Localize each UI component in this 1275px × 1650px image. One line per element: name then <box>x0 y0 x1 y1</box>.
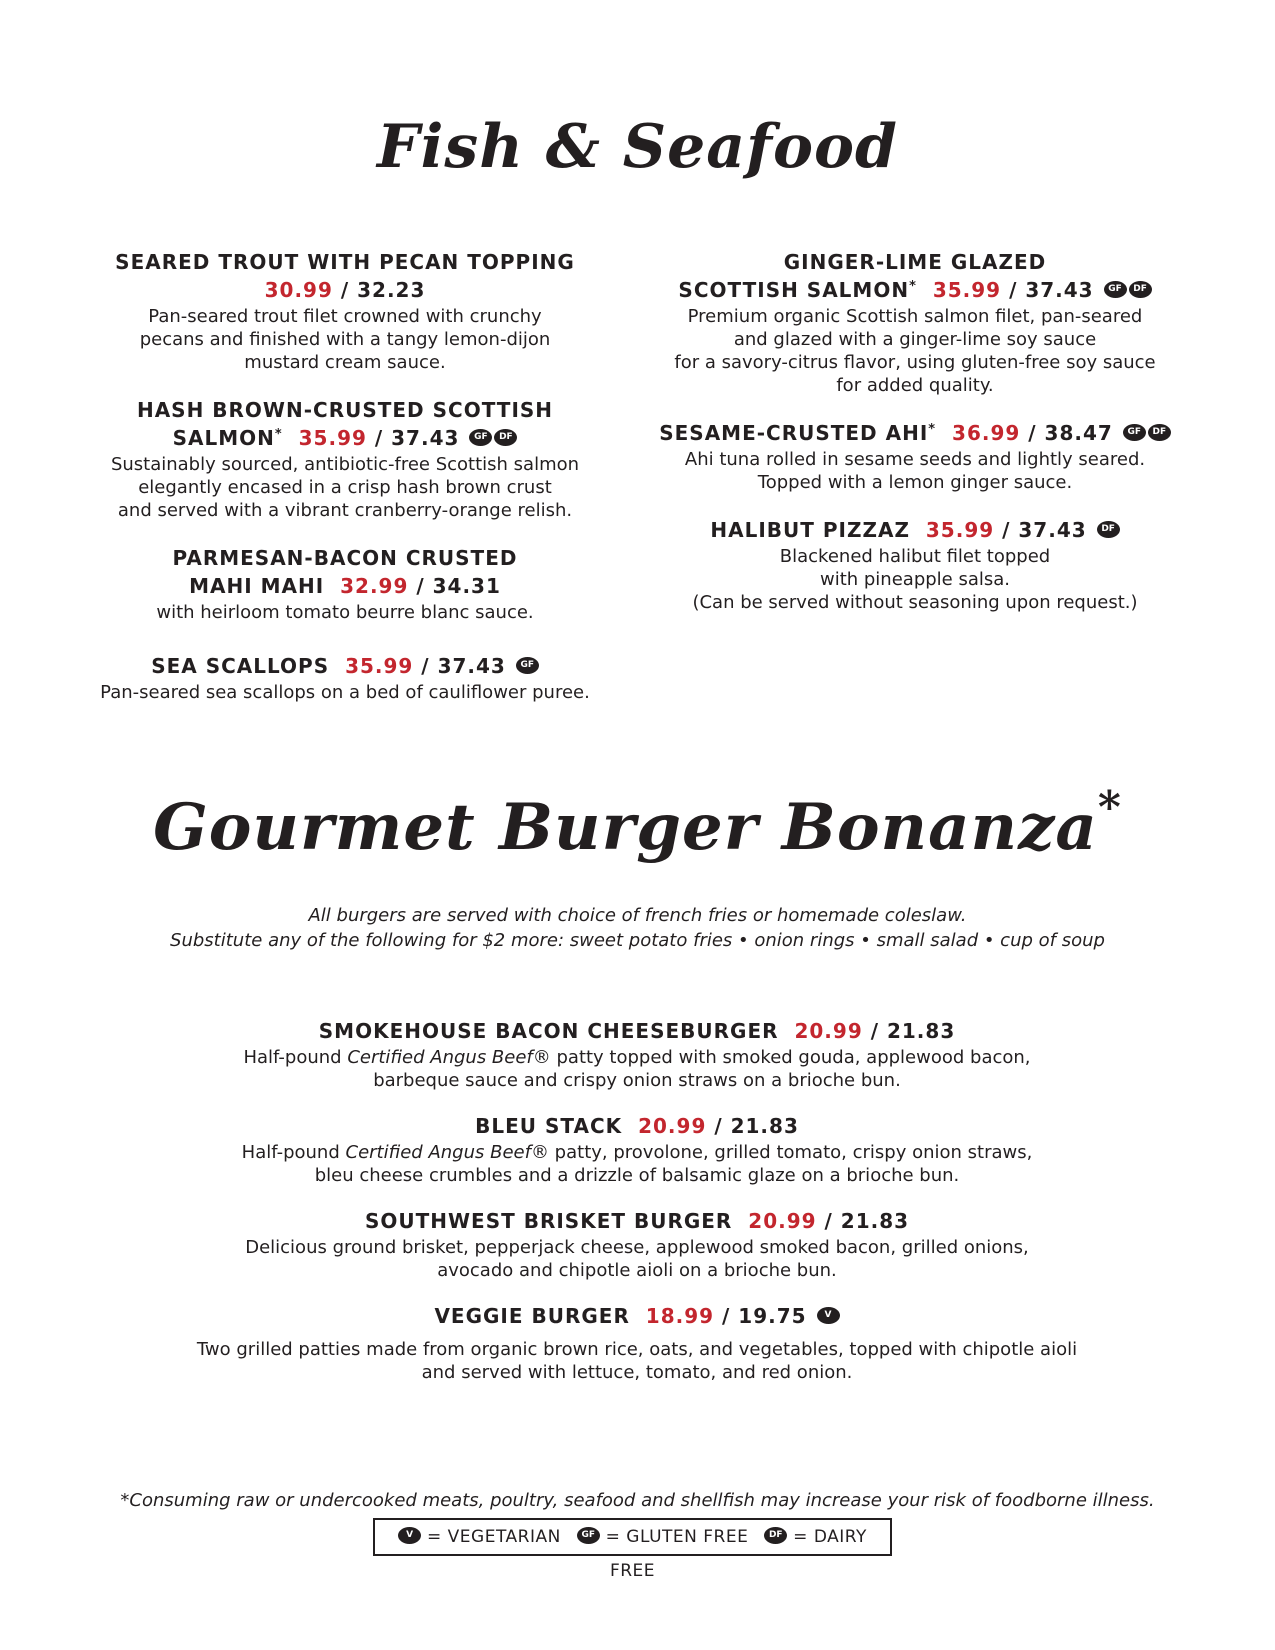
item-description: Delicious ground brisket, pepperjack cheese, applewood smoked bacon, grilled onions, avocado and chipotle aioli on a brioche bun. <box>245 1237 1029 1281</box>
item-price: 18.99 <box>645 1304 715 1328</box>
dairy-free-badge-icon: DF <box>764 1527 787 1544</box>
item-description: Half-pound Certified Angus Beef® patty topped with smoked gouda, applewood bacon, barbeque sauce and crispy onion straws on a brioche bun. <box>243 1047 1031 1091</box>
menu-item-hash-brown-salmon <box>84 396 606 522</box>
item-price: 36.99 <box>952 421 1021 445</box>
item-description: Premium organic Scottish salmon filet, pan-seared and glazed with a ginger-lime soy sauce for a savory-citrus flavor, using gluten-free soy sauce for added quality. <box>674 306 1156 396</box>
item-name-price-line: SALMON* 35.99 / 37.43 GF DF <box>84 424 606 452</box>
legend-dairy-free-label: = DAIRY FREE <box>609 1527 867 1581</box>
item-price-alt: / 32.23 <box>340 278 426 302</box>
item-name-price-line: HALIBUT PIZZAZ 35.99 / 37.43 DF <box>654 516 1176 544</box>
menu-item-mahi-mahi <box>84 544 606 624</box>
item-name-price-line: BLEU STACK 20.99 / 21.83 <box>475 1114 799 1138</box>
item-price-alt: / 21.83 <box>870 1019 956 1043</box>
dairy-free-badge-icon: DF <box>494 429 517 446</box>
dairy-free-badge-icon: DF <box>1129 281 1152 298</box>
menu-item-smokehouse-burger <box>137 1017 1137 1092</box>
item-description: Sustainably sourced, antibiotic-free Scottish salmon elegantly encased in a crisp hash brown crust and served with a vibrant cranberry-orange relish. <box>110 454 580 521</box>
item-price-line <box>84 276 606 304</box>
item-price-alt: / 37.43 <box>421 654 506 678</box>
item-price: 20.99 <box>638 1114 707 1138</box>
item-price-alt: / 37.43 <box>374 426 460 450</box>
item-price: 30.99 <box>264 278 333 302</box>
item-price: 35.99 <box>925 518 995 542</box>
item-name-price-line: SCOTTISH SALMON* 35.99 / 37.43 GF DF <box>654 276 1176 304</box>
item-description: Blackened halibut filet topped with pineapple salsa. (Can be served without seasoning upon request.) <box>692 546 1138 613</box>
item-price: 35.99 <box>345 654 414 678</box>
menu-item-veggie-burger <box>137 1302 1137 1384</box>
gluten-free-badge-icon: GF <box>469 429 492 446</box>
dairy-free-badge-icon: DF <box>1097 521 1120 538</box>
item-description: Ahi tuna rolled in sesame seeds and lightly seared. Topped with a lemon ginger sauce. <box>684 449 1146 493</box>
item-description: Half-pound Certified Angus Beef® patty, provolone, grilled tomato, crispy onion straws, bleu cheese crumbles and a drizzle of balsamic glaze on a brioche bun. <box>241 1142 1033 1186</box>
menu-item-southwest-brisket <box>137 1207 1137 1282</box>
item-name-price-line: SEA SCALLOPS 35.99 / 37.43 GF <box>84 652 606 680</box>
vegetarian-badge-icon: V <box>817 1307 840 1324</box>
item-price: 35.99 <box>932 278 1002 302</box>
item-price-alt: / 34.31 <box>416 574 501 598</box>
fish-column-left <box>84 248 606 726</box>
menu-item-seared-trout <box>84 248 606 374</box>
item-price-alt: / 21.83 <box>714 1114 799 1138</box>
item-price: 20.99 <box>794 1019 863 1043</box>
menu-item-sesame-ahi <box>654 419 1176 494</box>
legend-vegetarian-label: = VEGETARIAN <box>427 1527 561 1547</box>
item-price-alt: / 37.43 <box>1009 278 1094 302</box>
gluten-free-badge-icon: GF <box>1123 424 1146 441</box>
burger-list <box>137 1017 1137 1404</box>
item-price: 32.99 <box>340 574 409 598</box>
item-name-price-line: VEGGIE BURGER 18.99 / 19.75 V <box>137 1302 1137 1330</box>
item-price-alt: / 37.43 <box>1002 518 1087 542</box>
legend-gluten-free-label: = GLUTEN FREE <box>605 1527 749 1547</box>
item-price: 35.99 <box>298 426 367 450</box>
dietary-legend <box>373 1518 892 1581</box>
vegetarian-badge-icon: V <box>398 1527 421 1544</box>
food-safety-disclaimer: *Consuming raw or undercooked meats, poultry, seafood and shellfish may increase your risk of foodborne illness. <box>120 1490 1155 1511</box>
menu-item-halibut-pizzaz <box>654 516 1176 614</box>
item-description: with heirloom tomato beurre blanc sauce. <box>156 602 534 623</box>
burger-section-title: Gourmet Burger Bonanza* <box>153 782 1122 865</box>
dairy-free-badge-icon: DF <box>1148 424 1171 441</box>
item-description: Pan-seared trout filet crowned with crunchy pecans and finished with a tangy lemon-dijon mustard cream sauce. <box>139 306 551 373</box>
item-name-price-line: SMOKEHOUSE BACON CHEESEBURGER 20.99 / 21.83 <box>318 1019 956 1043</box>
item-price: 20.99 <box>748 1209 817 1233</box>
item-name: PARMESAN-BACON CRUSTED <box>172 546 518 570</box>
gluten-free-badge-icon: GF <box>516 657 539 674</box>
menu-item-sea-scallops <box>84 652 606 704</box>
item-price-alt: / 19.75 <box>722 1304 807 1328</box>
gluten-free-badge-icon: GF <box>577 1527 600 1544</box>
item-name: SEARED TROUT WITH PECAN TOPPING <box>115 250 575 274</box>
item-description: Pan-seared sea scallops on a bed of cauliflower puree. <box>100 682 590 703</box>
item-name-price-line: SESAME-CRUSTED AHI* 36.99 / 38.47 GF DF <box>654 419 1176 447</box>
fish-column-right <box>654 248 1176 636</box>
menu-item-ginger-lime-salmon <box>654 248 1176 397</box>
item-name-price-line: MAHI MAHI 32.99 / 34.31 <box>189 574 501 598</box>
item-name-price-line: SOUTHWEST BRISKET BURGER 20.99 / 21.83 <box>364 1209 910 1233</box>
gluten-free-badge-icon: GF <box>1104 281 1127 298</box>
item-description: Two grilled patties made from organic brown rice, oats, and vegetables, topped with chipotle aioli and served with lettuce, tomato, and red onion. <box>196 1339 1078 1383</box>
menu-item-bleu-stack <box>137 1112 1137 1187</box>
item-price-alt: / 38.47 <box>1028 421 1113 445</box>
item-name: HASH BROWN-CRUSTED SCOTTISH <box>136 398 554 422</box>
fish-section-title: Fish & Seafood <box>377 112 898 182</box>
item-price-alt: / 21.83 <box>824 1209 910 1233</box>
item-name: GINGER-LIME GLAZED <box>783 250 1047 274</box>
burger-intro: All burgers are served with choice of french fries or homemade coleslaw. Substitute any of the following for $2 more: sweet potato fries • onion rings • small salad • cup of soup <box>170 905 1105 951</box>
